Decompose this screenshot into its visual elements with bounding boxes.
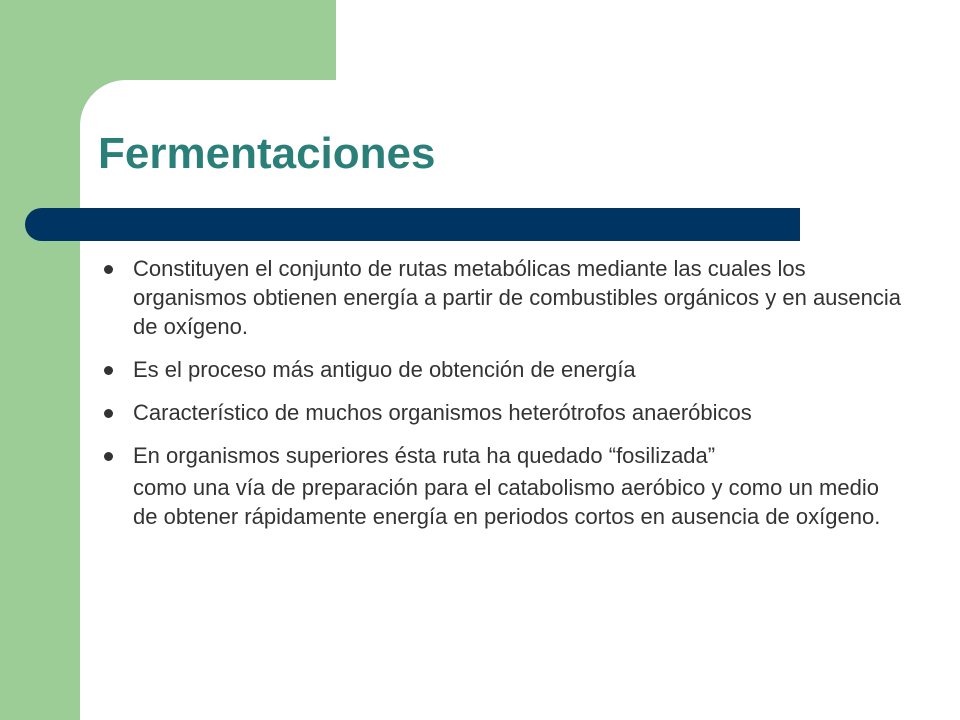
bullet-dot-icon [104, 409, 113, 418]
bullet-text: En organismos superiores ésta ruta ha quedado “fosilizada” [133, 443, 716, 468]
bullet-item [133, 254, 903, 341]
bullet-text: Es el proceso más antiguo de obtención de energía [133, 357, 636, 382]
bullet-item [133, 355, 903, 384]
continuation-paragraph: como una vía de preparación para el catabolismo aeróbico y como un medio de obtener rápidamente energía en periodos cortos en ausencia de oxígeno. [133, 475, 881, 529]
bullet-dot-icon [104, 366, 113, 375]
bullet-text: Constituyen el conjunto de rutas metabólicas mediante las cuales los organismos obtienen energía a partir de combustibles orgánicos y en ausencia de oxígeno. [133, 256, 902, 339]
bullet-text: Característico de muchos organismos heterótrofos anaeróbicos [133, 400, 752, 425]
bullet-dot-icon [104, 452, 113, 461]
title-underline-bar [25, 208, 800, 241]
bullet-item [133, 398, 903, 427]
slide-title: Fermentaciones [98, 129, 436, 178]
bullet-item [133, 441, 903, 470]
bullet-list [133, 254, 903, 484]
bullet-dot-icon [104, 265, 113, 274]
